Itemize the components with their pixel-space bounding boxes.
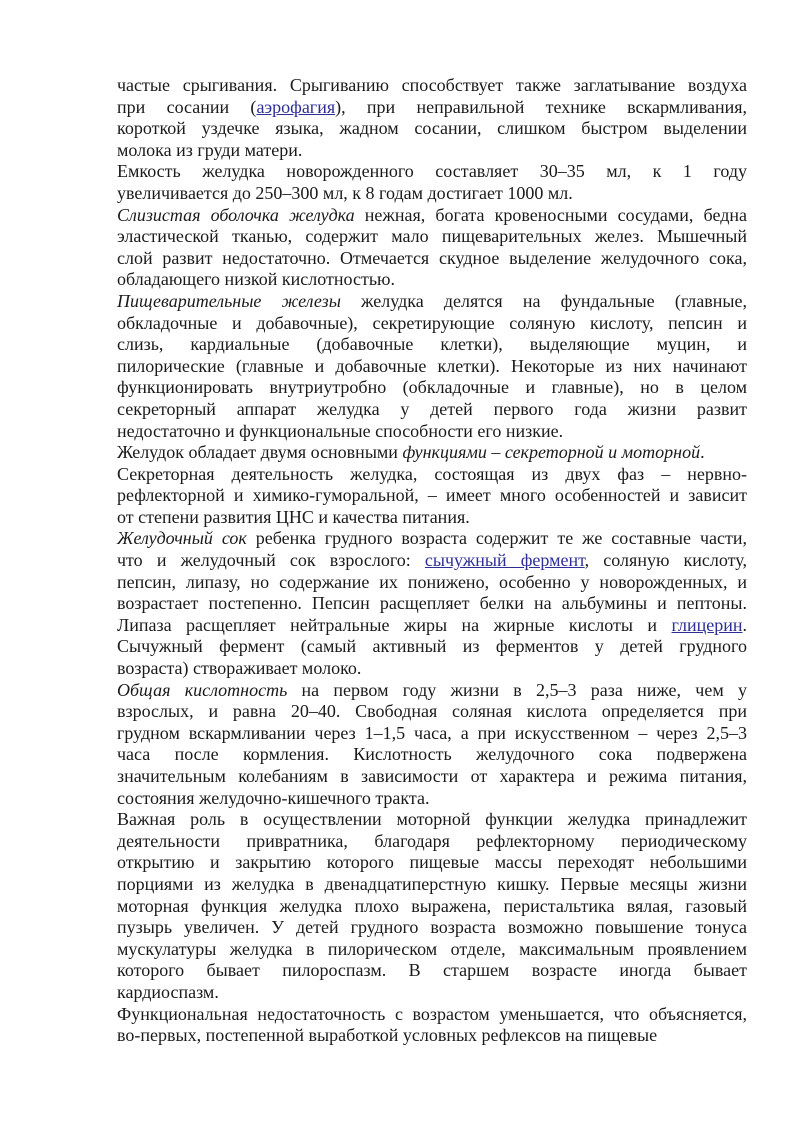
text-segment: Липаза расщепляет нейтральные жиры на жирные кислоты и [117,614,672,635]
text-line [117,917,747,939]
text-segment: слизь, кардиальные (добавочные клетки), выделяющие муцин, и [117,334,747,355]
text-segment: открытию и закрытию которого пищевые массы переходят небольшими [117,852,747,873]
text-line [117,896,747,918]
text-segment: пилорические (главные и добавочные клетки). Некоторые из них начинают [117,355,747,376]
text-segment: мускулатуры желудка в пилорическом отделе, максимальным проявлением [117,938,747,959]
italic-term: функциями – секреторной и моторной [402,442,701,463]
text-segment: кардиоспазм. [117,981,219,1002]
text-segment: ), при неправильной технике вскармливания, [335,96,748,117]
text-segment: рефлекторной и химико-гуморальной, – имеет много особенностей и зависит [117,485,747,506]
text-segment: Секреторная деятельность желудка, состоящая из двух фаз – нервно- [117,463,747,484]
text-line [117,809,747,831]
text-line [117,615,747,637]
text-line [117,140,747,162]
italic-term: Слизистая оболочка желудка [117,204,355,225]
text-line [117,334,747,356]
text-line [117,744,747,766]
text-line [117,593,747,615]
text-line [117,421,747,443]
text-line [117,788,747,810]
text-line [117,313,747,335]
text-segment: грудном вскармливании через 1–1,5 часа, а при искусственном – через 2,5–3 [117,722,747,743]
text-segment: возраста) створаживает молоко. [117,658,362,679]
text-line [117,960,747,982]
text-segment: возрастает постепенно. Пепсин расщепляет белки на альбумины и пептоны. [117,593,747,614]
text-segment: нежная, богата кровеносными сосудами, бедна [354,204,747,225]
document-body [117,75,747,1047]
text-line [117,442,747,464]
text-line [117,1025,747,1047]
text-line [117,572,747,594]
text-segment: эластической тканью, содержит мало пищеварительных желез. Мышечный [117,226,747,247]
text-line [117,507,747,529]
text-line [117,831,747,853]
text-segment: обладающего низкой кислотностью. [117,269,395,290]
text-line [117,399,747,421]
text-segment: желудка делятся на фундальные (главные, [340,290,747,311]
text-segment: часа после кормления. Кислотность желудочного сока подвержена [117,744,747,765]
text-line [117,766,747,788]
italic-term: Общая кислотность [117,679,288,700]
text-line [117,701,747,723]
text-segment: деятельности привратника, благодаря рефлекторному периодическому [117,830,747,851]
text-line [117,852,747,874]
text-line [117,356,747,378]
text-segment: на первом году жизни в 2,5–3 раза ниже, чем у [287,679,747,700]
text-line [117,183,747,205]
text-segment: во-первых, постепенной выработкой условных рефлексов на пищевые [117,1025,658,1046]
text-line [117,377,747,399]
text-segment: значительным колебаниям в зависимости от характера и режима питания, [117,766,747,786]
text-segment: . [700,442,705,463]
text-segment: что и желудочный сок взрослого: [117,550,425,571]
text-line [117,982,747,1004]
text-segment: . [742,614,747,635]
text-segment: взрослых, и равна 20–40. Свободная соляная кислота определяется при [117,701,747,722]
text-line [117,464,747,486]
text-line [117,161,747,183]
text-line [117,75,747,97]
text-segment: молока из груди матери. [117,139,303,160]
text-segment: , соляную кислоту, [584,550,747,571]
text-segment: увеличивается до 250–300 мл, к 8 годам достигает 1000 мл. [117,182,573,203]
text-line [117,226,747,248]
text-line [117,118,747,140]
text-segment: состояния желудочно-кишечного тракта. [117,787,430,808]
text-segment: частые срыгивания. Срыгиванию способствует также заглатывание воздуха [117,75,747,95]
text-segment: от степени развития ЦНС и качества питания. [117,506,470,527]
text-segment: Емкость желудка новорожденного составляет 30–35 мл, к 1 году [117,161,747,182]
text-line [117,291,747,313]
text-segment: функционировать внутриутробно (обкладочные и главные), но в целом [117,377,747,398]
text-line [117,248,747,270]
text-line [117,528,747,550]
text-segment: недостаточно и функциональные способности его низкие. [117,420,564,441]
text-line [117,874,747,896]
text-line [117,636,747,658]
text-segment: которого бывает пилороспазм. В старшем возрасте иногда бывает [117,960,747,981]
text-segment: пузырь увеличен. У детей грудного возраста возможно повышение тонуса [117,917,747,938]
italic-term: Пищеварительные железы [117,290,341,311]
term-link[interactable]: глицерин [671,614,743,635]
term-link[interactable]: сычужный фермент [424,550,585,571]
text-segment: короткой уздечке языка, жадном сосании, слишком быстром выделении [117,118,747,139]
text-segment: слой развит недостаточно. Отмечается скудное выделение желудочного сока, [117,247,747,268]
text-line [117,485,747,507]
text-line [117,97,747,119]
text-segment: обкладочные и добавочные), секретирующие соляную кислоту, пепсин и [117,312,747,333]
term-link[interactable]: аэрофагия [256,96,336,117]
text-line [117,205,747,227]
text-segment: секреторный аппарат желудка у детей первого года жизни развит [117,398,747,419]
text-line [117,939,747,961]
text-segment: Функциональная недостаточность с возрастом уменьшается, что объясняется, [117,1003,747,1024]
text-segment: Желудок обладает двумя основными [117,442,403,463]
text-line [117,269,747,291]
text-line [117,723,747,745]
text-segment: Сычужный фермент (самый активный из ферментов у детей грудного [117,636,747,657]
text-segment: Важная роль в осуществлении моторной функции желудка принадлежит [117,809,747,830]
italic-term: Желудочный сок [117,528,247,549]
text-segment: пепсин, липазу, но содержание их понижено, особенно у новорожденных, и [117,571,747,592]
text-segment: порциями из желудка в двенадцатиперстную кишку. Первые месяцы жизни [117,873,747,894]
text-line [117,658,747,680]
text-segment: моторная функция желудка плохо выражена, перистальтика вялая, газовый [117,895,747,916]
text-line [117,1004,747,1026]
text-line [117,550,747,572]
text-line [117,680,747,702]
text-segment: ребенка грудного возраста содержит те же составные части, [246,528,747,549]
text-segment: при сосании ( [117,96,257,117]
